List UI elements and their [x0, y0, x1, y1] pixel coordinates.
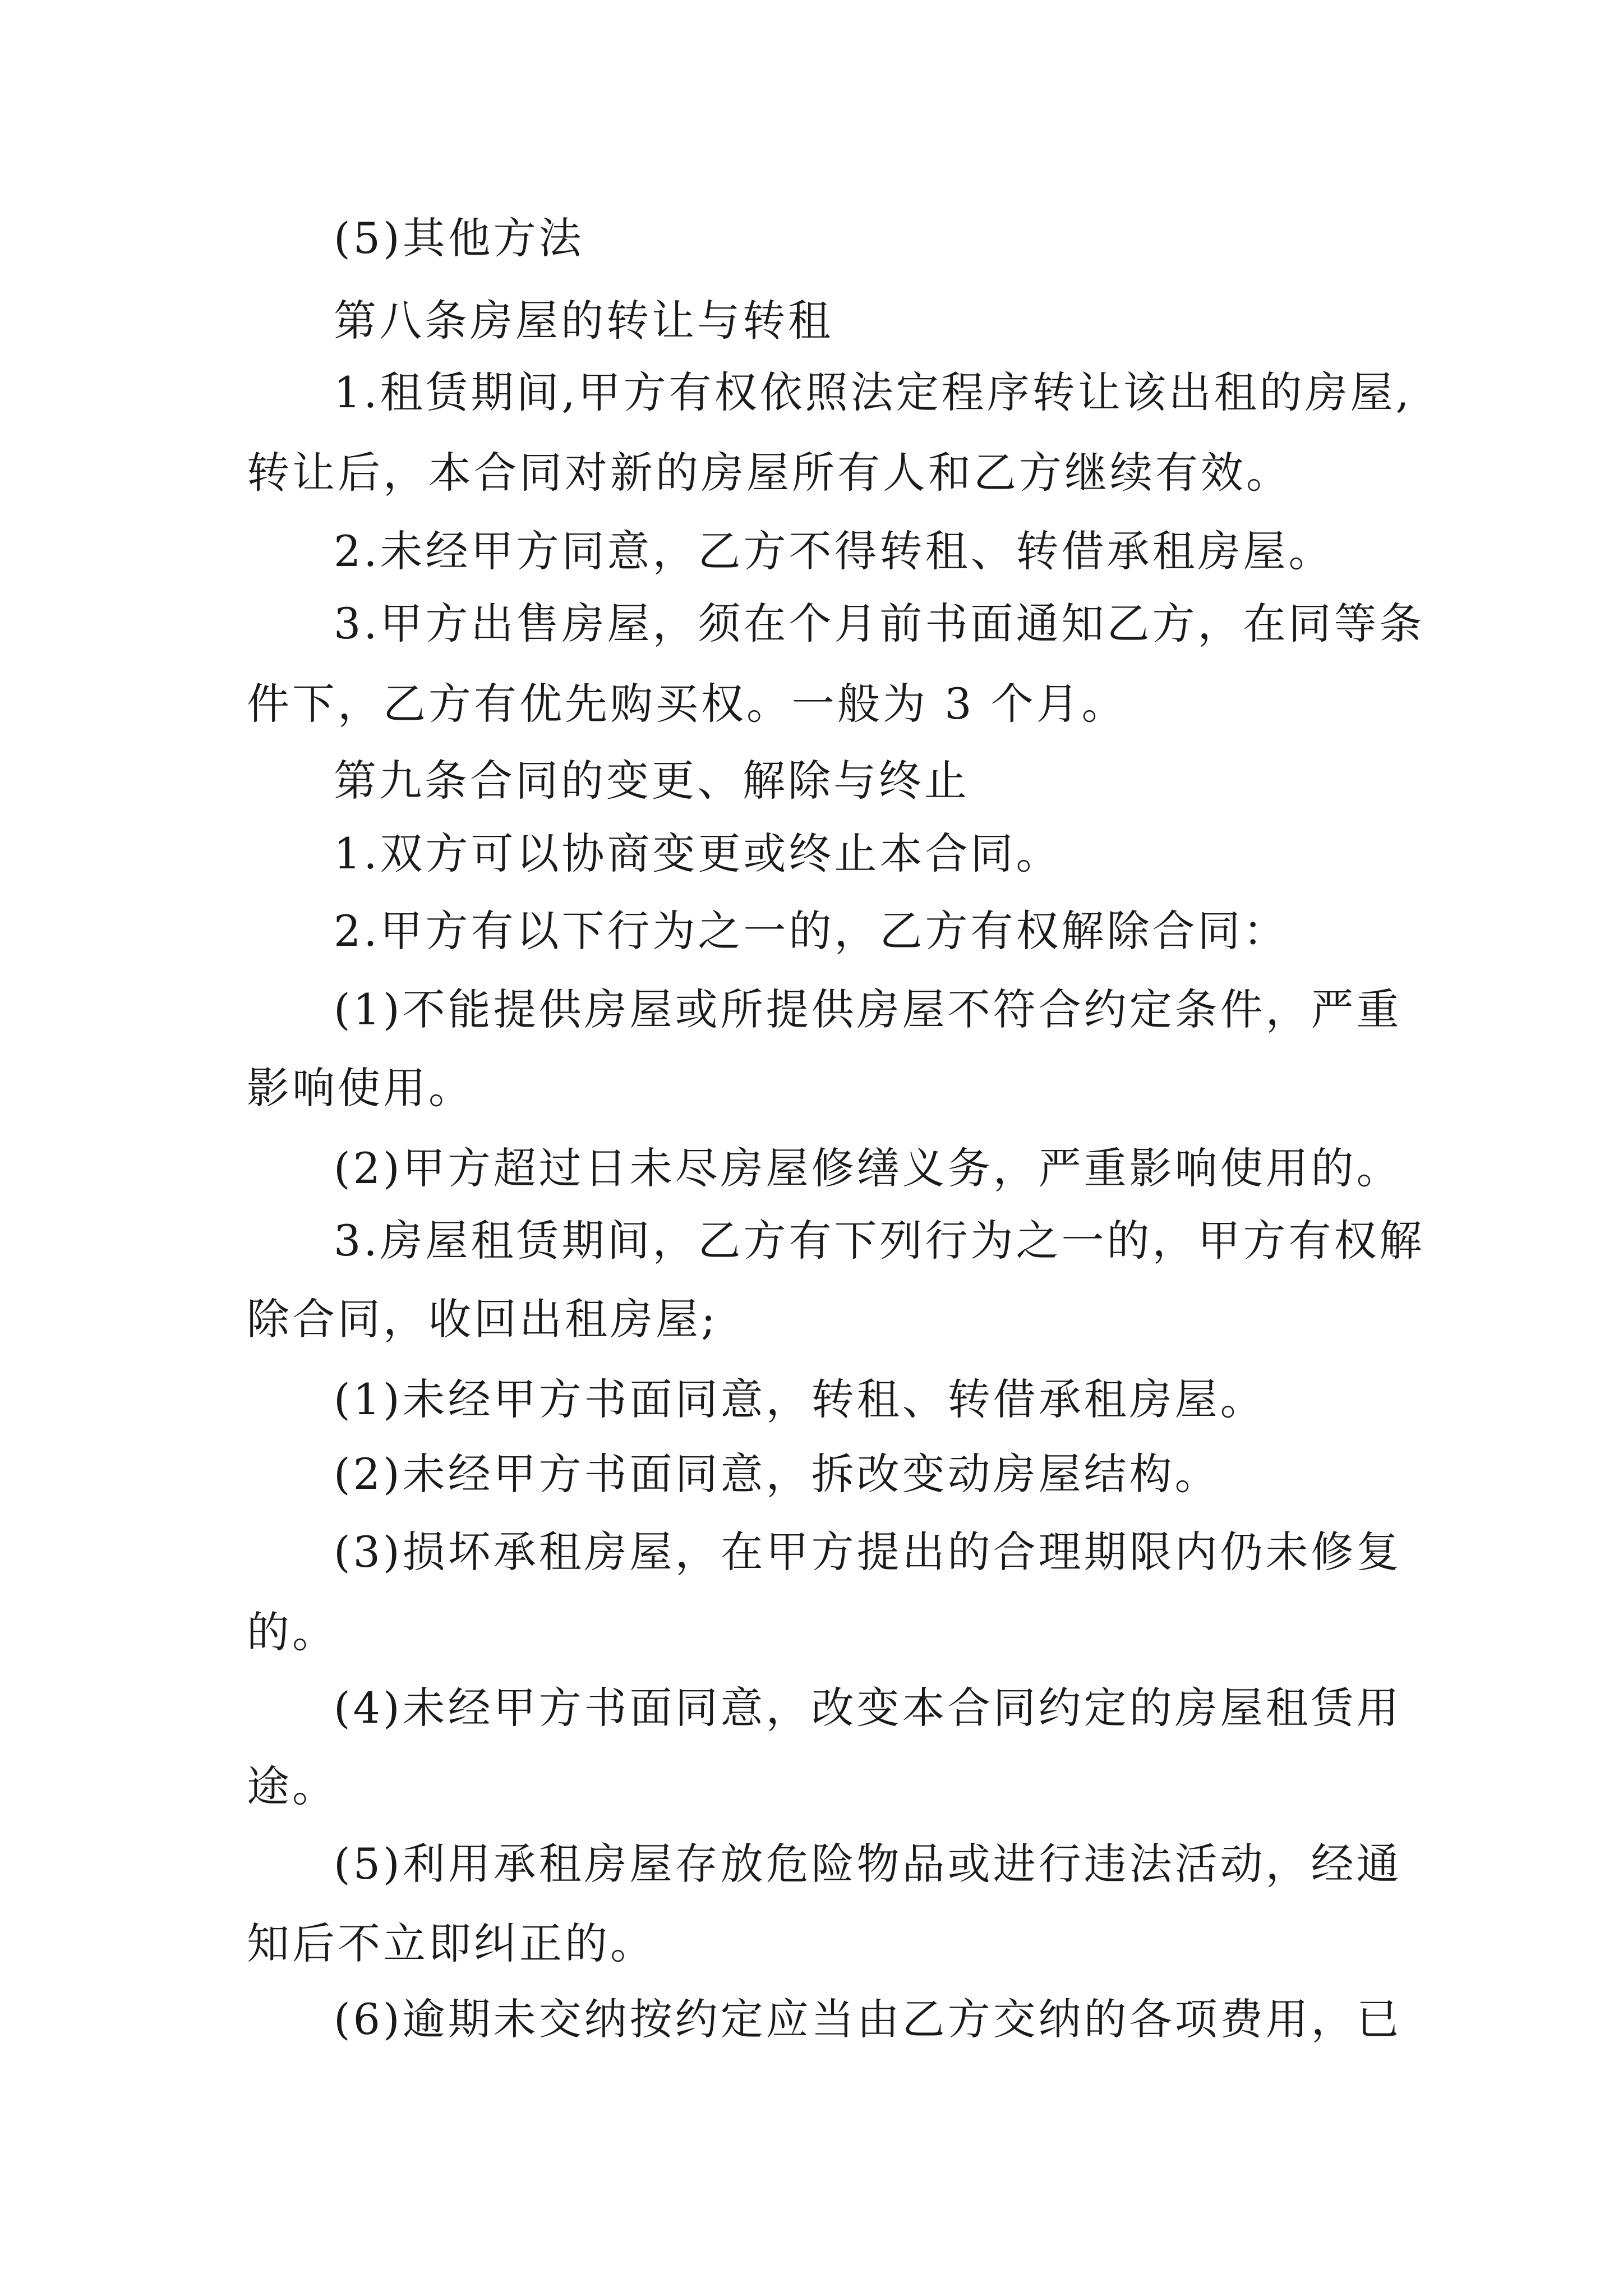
- paragraph-line: 3.房屋租赁期间，乙方有下列行为之一的，甲方有权解: [334, 1216, 1425, 1266]
- paragraph-line: 1.双方可以协商变更或终止本合同。: [334, 829, 1062, 878]
- paragraph-line: 知后不立即纠正的。: [247, 1918, 656, 1968]
- paragraph-line: (1)未经甲方书面同意，转租、转借承租房屋。: [334, 1374, 1266, 1424]
- paragraph-line: 1.租赁期间,甲方有权依照法定程序转让该出租的房屋,: [334, 367, 1412, 417]
- paragraph-line: (6)逾期未交纳按约定应当由乙方交纳的各项费用，已: [334, 1994, 1402, 2044]
- paragraph-line: 途。: [247, 1761, 338, 1811]
- paragraph-line: 的。: [247, 1607, 338, 1657]
- paragraph-line: (3)损坏承租房屋，在甲方提出的合理期限内仍未修复: [334, 1527, 1402, 1577]
- section-heading: 第八条房屋的转让与转租: [334, 296, 833, 346]
- paragraph-line: (2)甲方超过日未尽房屋修缮义务，严重影响使用的。: [334, 1143, 1402, 1193]
- paragraph-line: 件下，乙方有优先购买权。一般为 3 个月。: [247, 679, 1127, 729]
- paragraph-line: 3.甲方出售房屋，须在个月前书面通知乙方，在同等条: [334, 599, 1425, 648]
- paragraph-line: (4)未经甲方书面同意，改变本合同约定的房屋租赁用: [334, 1683, 1402, 1733]
- paragraph-line: 2.未经甲方同意，乙方不得转租、转借承租房屋。: [334, 526, 1334, 576]
- paragraph-line: 2.甲方有以下行为之一的，乙方有权解除合同：: [334, 906, 1289, 956]
- paragraph-line: (5)利用承租房屋存放危险物品或进行违法活动，经通: [334, 1839, 1402, 1889]
- paragraph-line: 影响使用。: [247, 1063, 474, 1113]
- paragraph-line: (2)未经甲方书面同意，拆改变动房屋结构。: [334, 1449, 1220, 1499]
- section-heading: 第九条合同的变更、解除与终止: [334, 756, 970, 806]
- paragraph-line: 除合同，收回出租房屋;: [247, 1294, 718, 1344]
- paragraph-line: (1)不能提供房屋或所提供房屋不符合约定条件，严重: [334, 984, 1402, 1034]
- paragraph-line: 转让后，本合同对新的房屋所有人和乙方继续有效。: [247, 448, 1292, 498]
- paragraph-line: (5)其他方法: [334, 213, 584, 263]
